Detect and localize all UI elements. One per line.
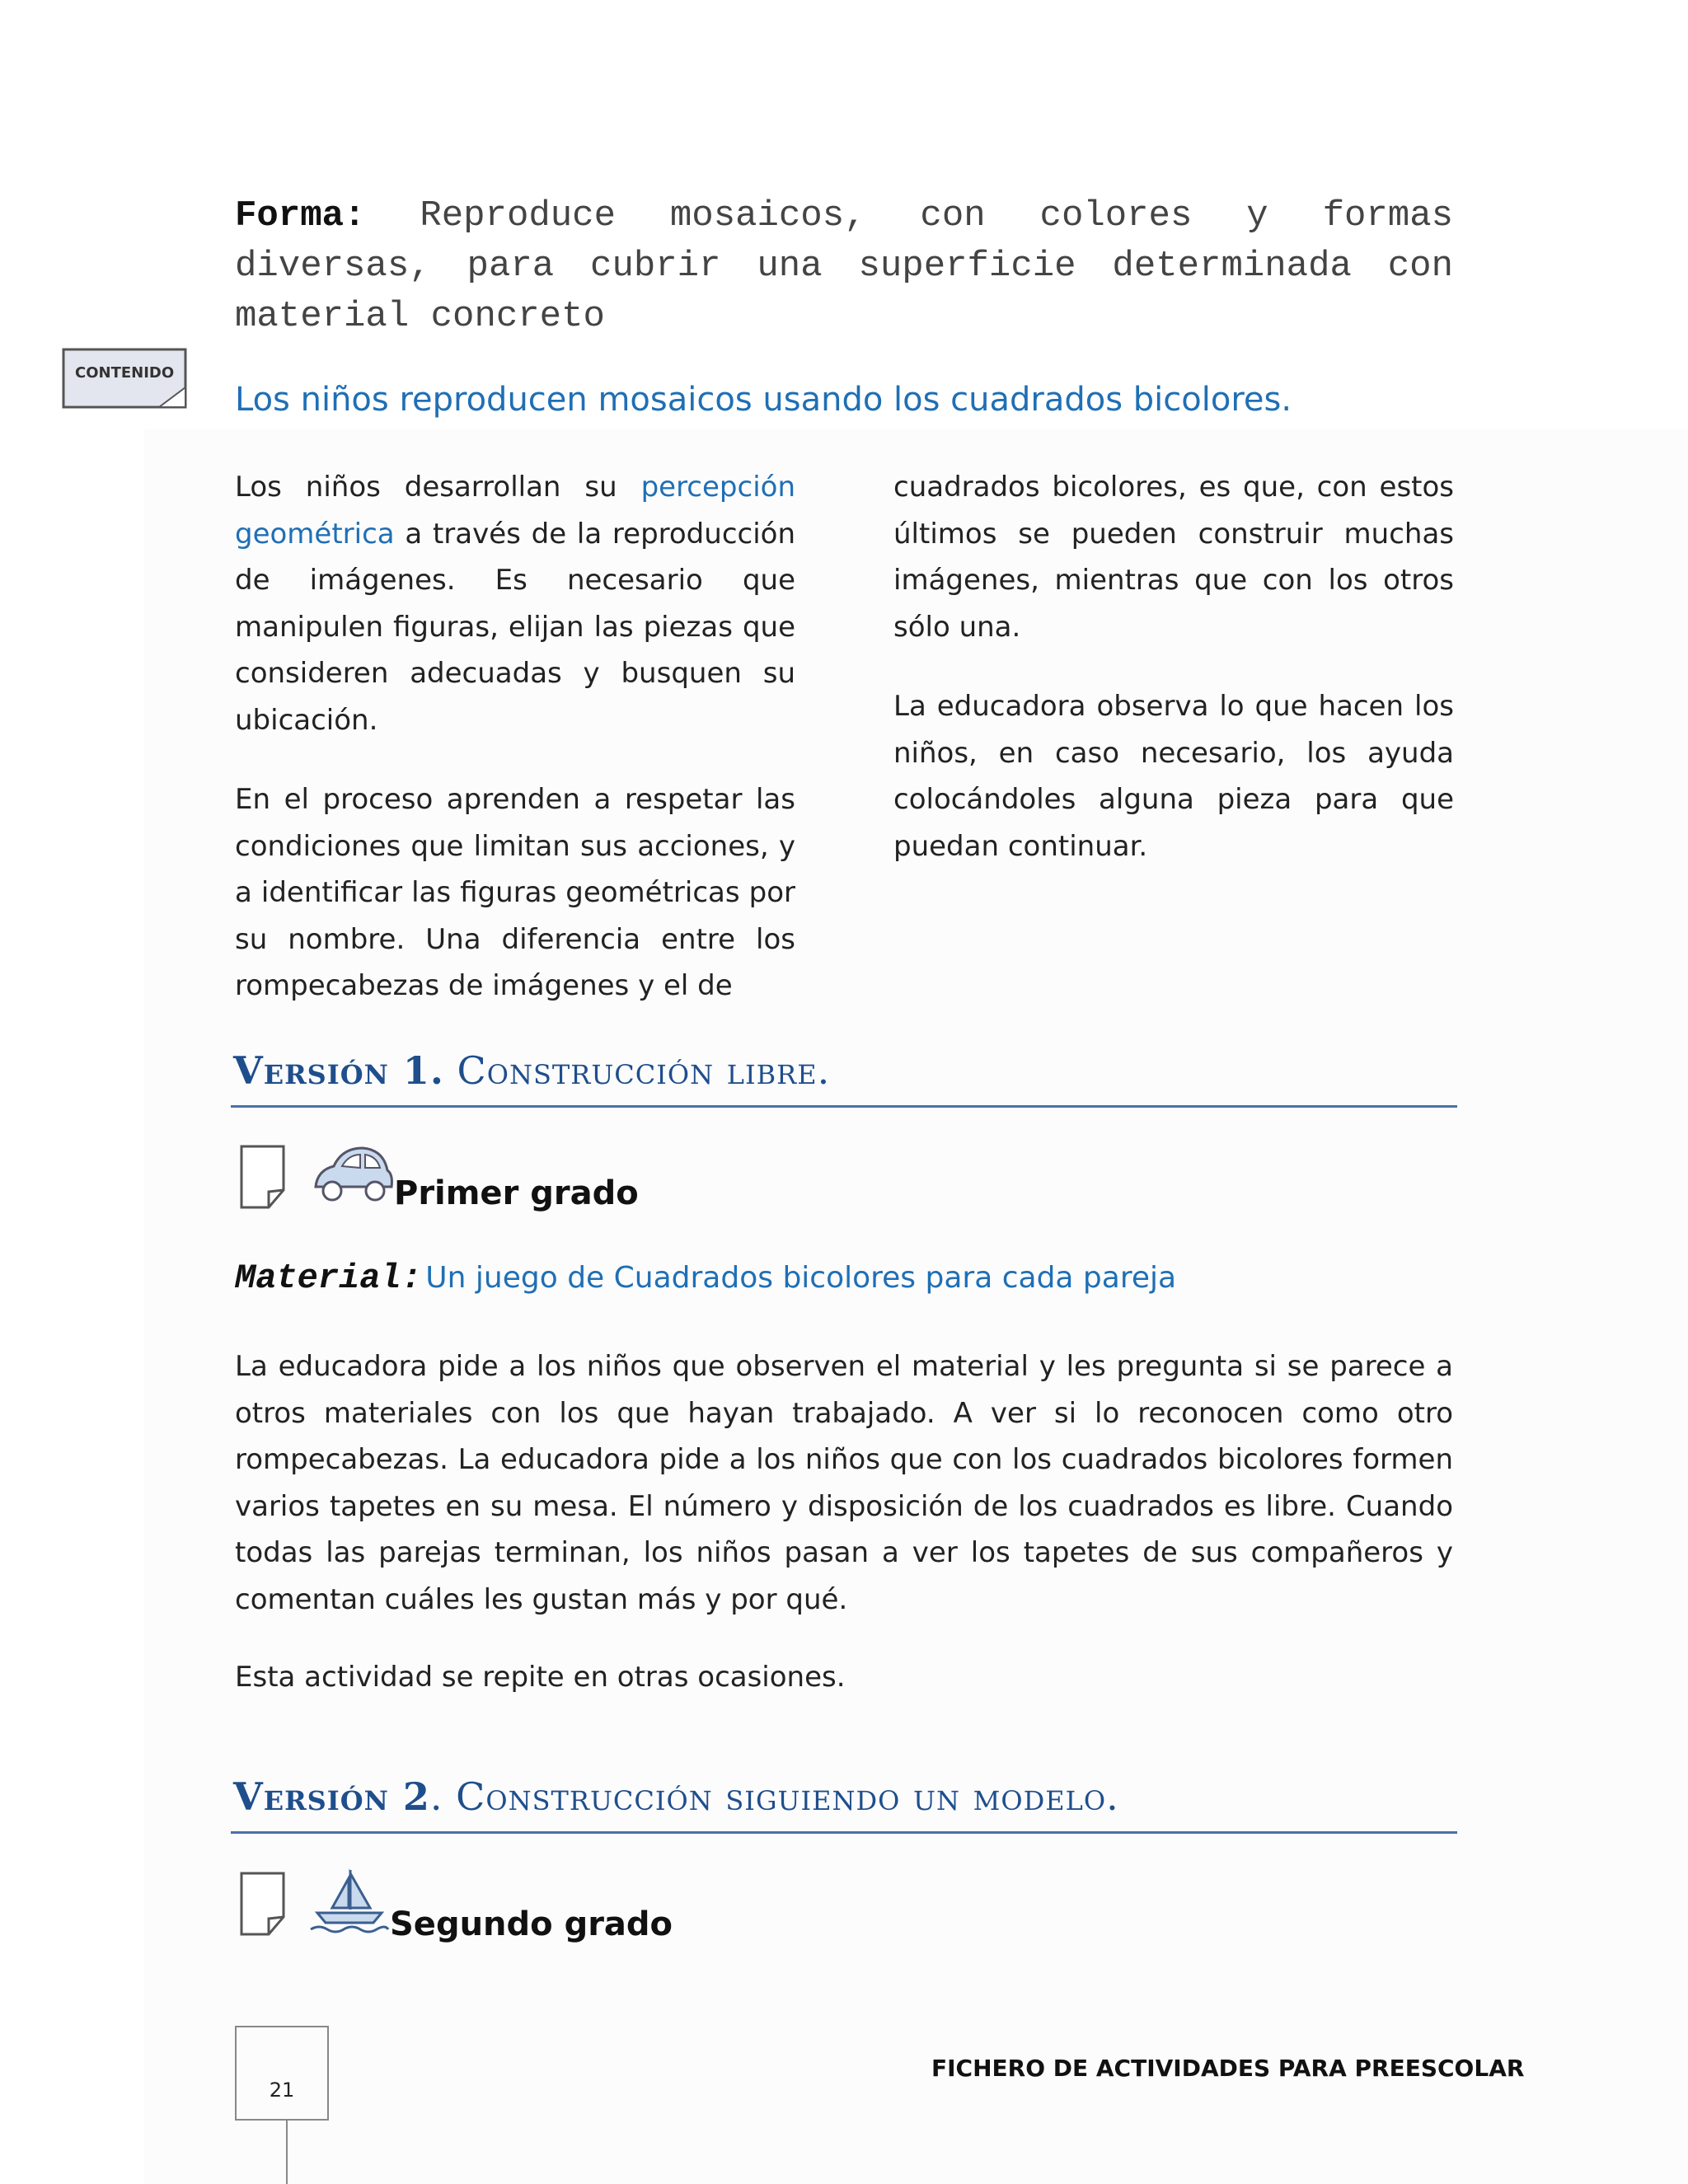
left-paragraph-1 (235, 464, 795, 743)
percepcion-geometrica-term: percepción geométrica (235, 471, 795, 551)
page-number-line (286, 2121, 288, 2184)
page-icon (239, 1144, 287, 1210)
material-text: Un juego de Cuadrados bicolores para cada pareja (425, 1261, 1177, 1295)
forma-statement (235, 191, 1453, 342)
page-number: 21 (269, 2079, 295, 2102)
right-paragraph-2: La educadora observa lo que hacen los niños, en caso necesario, los ayuda colocándoles alguna pieza para que puedan continuar. (893, 690, 1454, 863)
car-icon (309, 1141, 396, 1207)
footer-title: FICHERO DE ACTIVIDADES PARA PREESCOLAR (931, 2055, 1525, 2082)
left-column (235, 464, 795, 1043)
material-line (235, 1258, 1176, 1298)
right-paragraph-1: cuadrados bicolores, es que, con estos últimos se pueden construir muchas imágenes, mientras que con los otros sólo una. (893, 471, 1454, 644)
contenido-badge-label: CONTENIDO (75, 364, 175, 382)
left-p1-end: a través de la reproducción de imágenes. Es necesario que manipulen figuras, elijan las piezas que consideren adecuadas y busquen su ubicación. (235, 517, 796, 737)
left-p1-start: Los niños desarrollan su (235, 471, 617, 504)
forma-label: Forma: (235, 195, 366, 237)
contenido-badge-icon (62, 348, 187, 412)
version-2-title: . Construcción siguiendo un modelo. (429, 1774, 1119, 1819)
version-1-heading (233, 1048, 830, 1093)
version-2-heading (233, 1774, 1119, 1819)
version-1-rule (231, 1105, 1457, 1108)
content-subtitle: Los niños reproducen mosaicos usando los cuadrados bicolores. (235, 381, 1292, 419)
page-number-box (235, 2026, 329, 2121)
page-icon (239, 1871, 287, 1937)
forma-text: Reproduce mosaicos, con colores y formas diversas, para cubrir una superficie determinada con material concreto (235, 195, 1454, 337)
version-2-number: Versión 2 (233, 1774, 430, 1819)
version-1-paragraph-2: Esta actividad se repite en otras ocasiones. (235, 1661, 846, 1694)
version-1-paragraph-1: La educadora pide a los niños que observen el material y les pregunta si se parece a otros materiales con los que hayan trabajado. A ver si lo reconocen como otro rompecabezas. La educadora pide a los niños que con los cuadrados bicolores formen varios tapetes en su mesa. El número y disposición de los cuadrados es libre. Cuando todas las parejas terminan, los niños pasan a ver los tapetes de sus compañeros y comentan cuáles les gustan más y por qué. (235, 1350, 1453, 1616)
right-column (893, 464, 1454, 902)
version-1-grade: Primer grado (394, 1174, 639, 1212)
material-label: Material: (235, 1258, 422, 1298)
version-1-title: Construcción libre. (457, 1048, 831, 1093)
version-2-grade: Segundo grado (390, 1905, 673, 1943)
left-paragraph-2: En el proceso aprenden a respetar las condiciones que limitan sus acciones, y a identificar las figuras geométricas por su nombre. Una diferencia entre los rompecabezas de imágenes y el de (235, 783, 795, 1002)
boat-icon (309, 1867, 390, 1937)
version-2-rule (231, 1831, 1457, 1834)
version-1-number: Versión 1. (233, 1048, 444, 1093)
